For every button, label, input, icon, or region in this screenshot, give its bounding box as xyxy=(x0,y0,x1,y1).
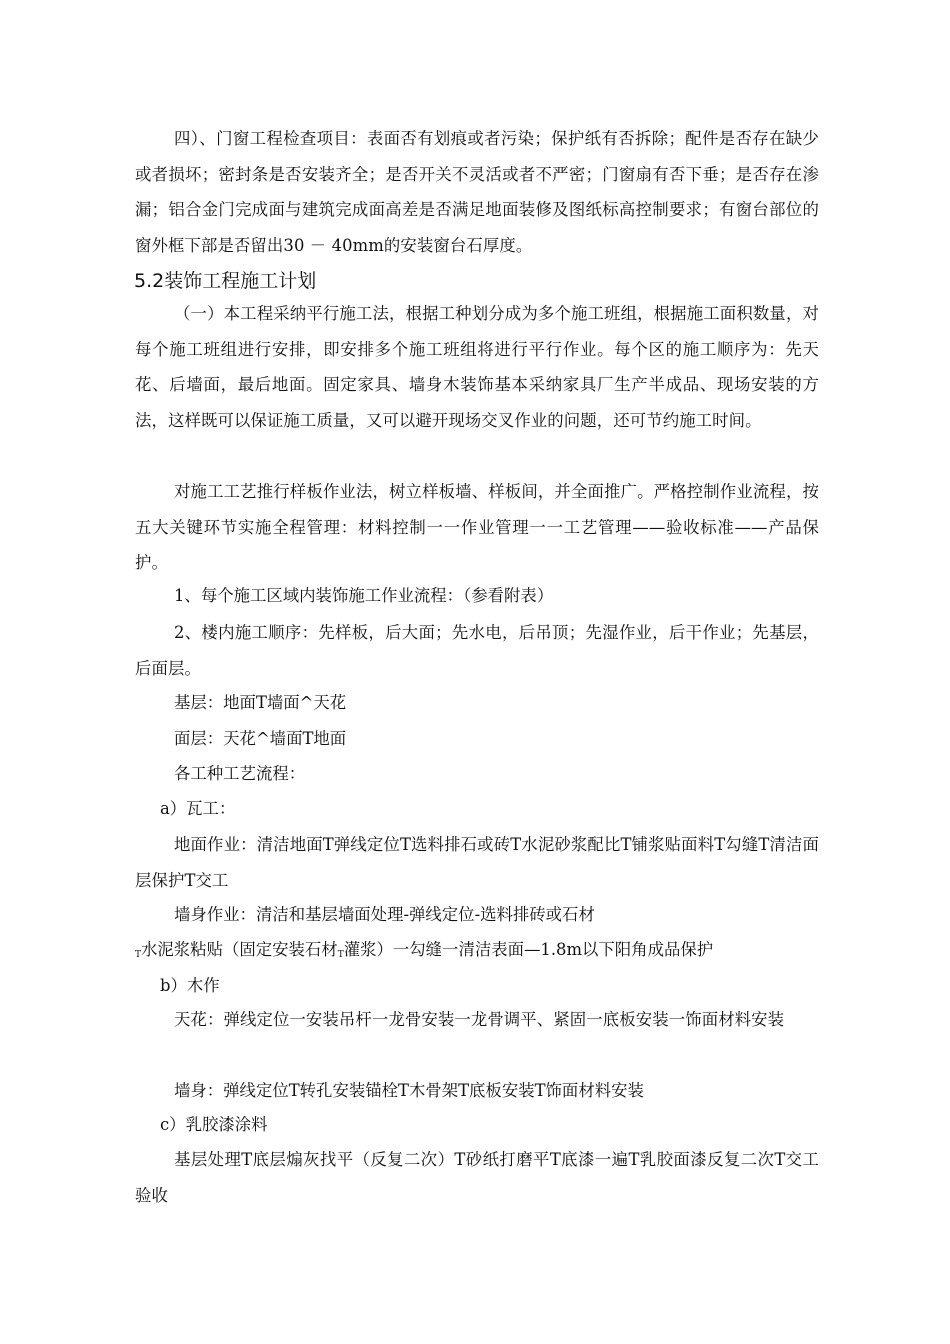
wall-work-text-a: 水泥浆粘贴（固定安装石材 xyxy=(141,940,338,959)
paragraph-door-window-inspection: 四）、门窗工程检查项目：表面否有划痕或者污染；保护纸有否拆除；配件是否存在缺少或者损坏；密封条是否安装齐全；是否开关不灵活或者不严密；门窗扇有否下垂；是否存在渗漏；铝合金门完成面与建筑完成面高差是否满足地面装修及图纸标高控制要求；有窗台部位的窗外框下部是否留出30 － 40mm的安装窗台石厚度。 xyxy=(135,129,819,255)
line-base-layer: 基层：地面T墙面^天花 xyxy=(174,693,347,712)
section-heading: 5.2装饰工程施工计划 xyxy=(134,270,317,292)
line-surface-layer: 面层：天花^墙面T地面 xyxy=(174,729,347,748)
wall-work-text-b: 灌浆）一勾缝一清洁表面—1.8m以下阳角成品保护 xyxy=(343,940,714,959)
line-work-flow: 1、每个施工区域内装饰施工作业流程：（参看附表） xyxy=(174,586,554,605)
paragraph-sample-method: 对施工工艺推行样板作业法，树立样板墙、样板间，并全面推广。严格控制作业流程，按五大关键环节实施全程管理：材料控制一一作业管理一一工艺管理——验收标准——产品保护。 xyxy=(135,482,819,572)
arrow-mark: T xyxy=(135,950,142,960)
paragraph-parallel-construction: （一）本工程采纳平行施工法，根据工种划分成为多个施工班组，根据施工面积数量，对每个施工班组进行安排，即安排多个施工班组将进行平行作业。每个区的施工顺序为：先天花、后墙面，最后地面。固定家具、墙身木装饰基本采纳家具厂生产半成品、现场安装的方法，这样既可以保证施工质量，又可以避开现场交叉作业的问题，还可节约施工时间。 xyxy=(135,304,819,430)
line-wall-carpentry: 墙身：弹线定位T转孔安装锚栓T木骨架T底板安装T饰面材料安装 xyxy=(174,1081,644,1100)
line-wall-work: 墙身作业：清洁和基层墙面处理-弹线定位-选料排砖或石材 xyxy=(174,905,595,924)
paragraph-ceiling-work: 天花：弹线定位一安装吊杆一龙骨安装一龙骨调平、紧固一底板安装一饰面材料安装 xyxy=(174,1010,785,1029)
paragraph-latex-paint: 基层处理T底层煽灰找平（反复二次）T砂纸打磨平T底漆一遍T乳胶面漆反复二次T交工验收 xyxy=(135,1150,819,1205)
line-masonry-title: a）瓦工： xyxy=(160,799,236,818)
line-wall-work-continued xyxy=(135,937,713,968)
line-latex-paint-title: c）乳胶漆涂料 xyxy=(160,1115,268,1134)
line-carpentry-title: b）木作 xyxy=(160,976,220,995)
paragraph-construction-order: 2、楼内施工顺序：先样板，后大面；先水电，后吊顶；先湿作业，后干作业；先基层，后面层。 xyxy=(135,623,819,678)
arrow-mark: T xyxy=(337,950,344,960)
line-process-title: 各工种工艺流程： xyxy=(174,764,306,783)
paragraph-floor-work: 地面作业：清洁地面T弹线定位T选料排石或砖T水泥砂浆配比T铺浆贴面料T勾缝T清洁面层保护T交工 xyxy=(135,835,819,890)
